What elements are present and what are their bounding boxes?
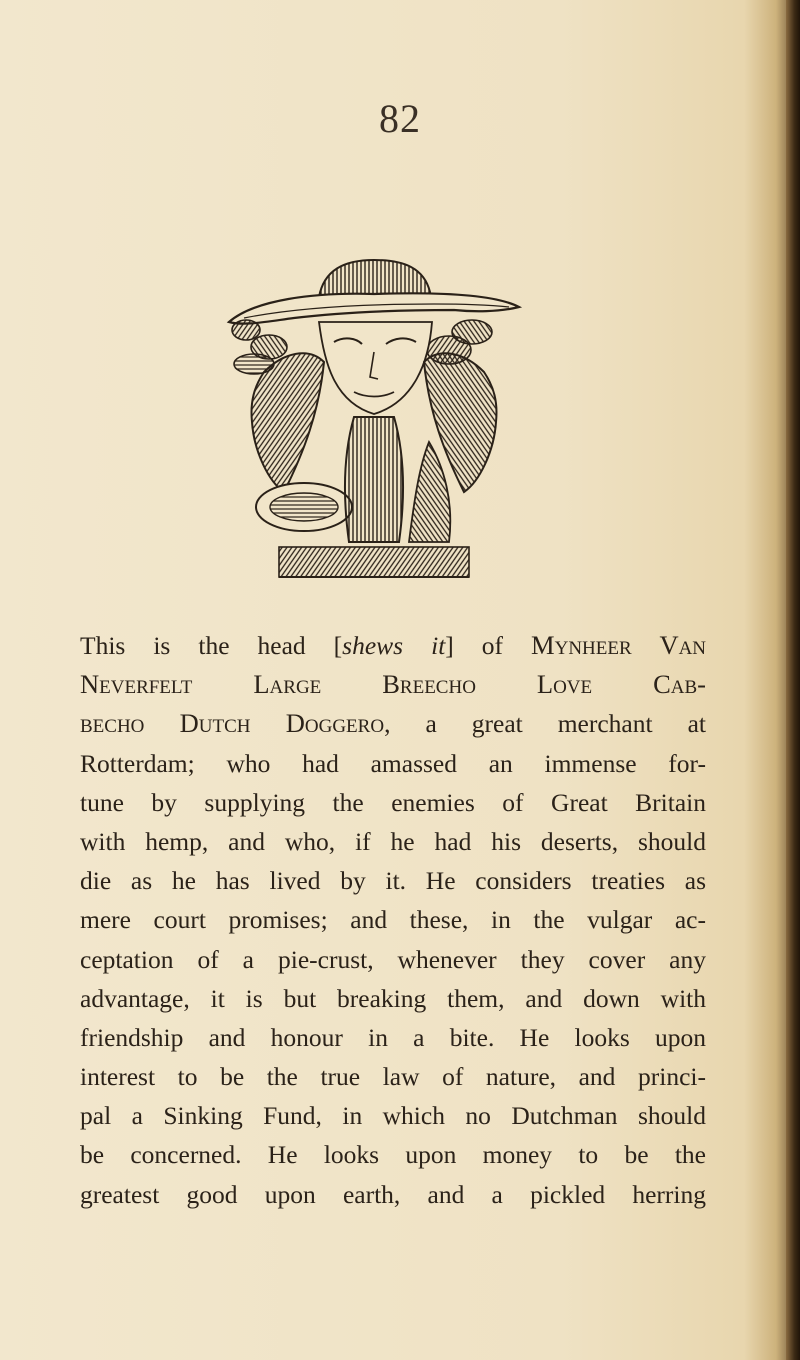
text-line: pal a Sinking Fund, in which no Dutchman should: [80, 1101, 706, 1131]
text-line: tune by supplying the enemies of Great Britain: [80, 787, 706, 817]
body-text: [80, 626, 706, 1214]
text-line: friendship and honour in a bite. He looks upon: [80, 1022, 706, 1052]
name-small-caps: becho Dutch Doggero: [80, 708, 385, 739]
text-line: die as he has lived by it. He considers treaties as: [80, 866, 706, 896]
page-edge-shadow: [786, 0, 800, 1360]
text-line: with hemp, and who, if he had his deserts, should: [80, 826, 706, 856]
woodcut-illustration: [224, 252, 524, 597]
text-line: mere court promises; and these, in the vulgar ac-: [80, 905, 706, 935]
text-line: This is the head [shews it] of Mynheer Van: [80, 630, 707, 660]
text-line: becho Dutch Doggero, a great merchant at: [80, 708, 706, 739]
text-line: advantage, it is but breaking them, and down with: [80, 983, 706, 1013]
name-small-caps: Mynheer Van: [531, 630, 707, 660]
text-line: greatest good upon earth, and a pickled herring: [80, 1179, 706, 1209]
text-line: Neverfelt Large Breecho Love Cab-: [80, 669, 706, 700]
italic-stage-direction: shews it: [342, 631, 446, 660]
page-number: 82: [379, 96, 421, 141]
text-line: ceptation of a pie-crust, whenever they cover any: [80, 944, 706, 974]
text-line: be concerned. He looks upon money to be the: [80, 1140, 706, 1170]
text-line: Rotterdam; who had amassed an immense for-: [80, 748, 706, 778]
text-line: interest to be the true law of nature, and princi-: [80, 1062, 706, 1092]
